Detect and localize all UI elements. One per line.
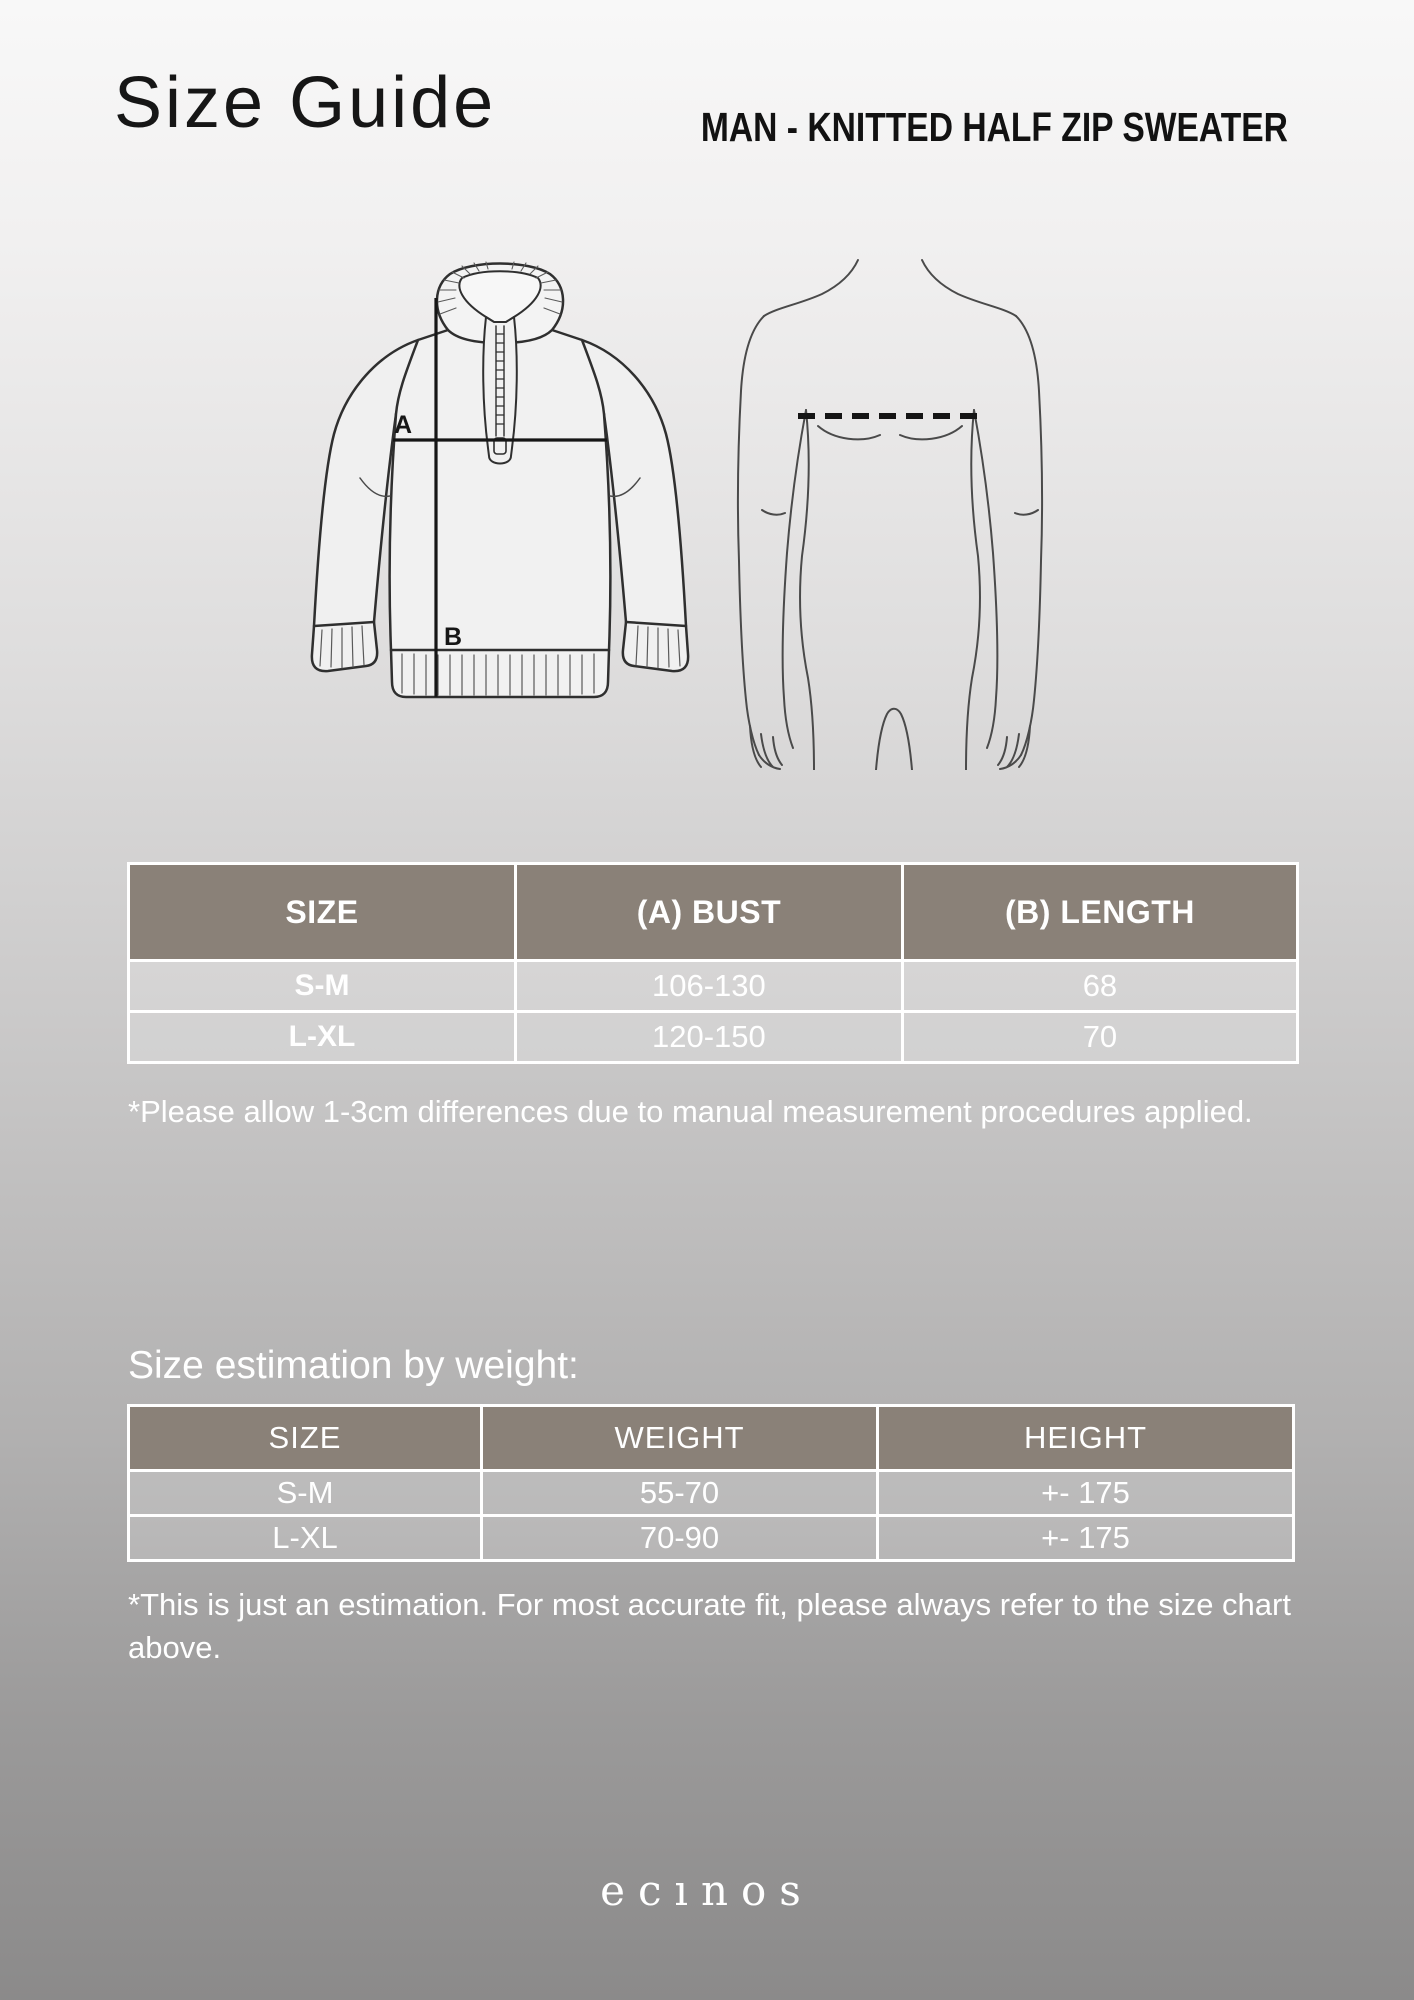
length-cell: 70: [902, 1012, 1297, 1063]
weight-section-heading: Size estimation by weight:: [128, 1344, 579, 1387]
size-cell: S-M: [129, 961, 516, 1012]
size-table-row-sm: [129, 961, 1298, 1012]
bust-cell: 106-130: [515, 961, 902, 1012]
body-illustration: [728, 258, 1072, 770]
height-cell: +- 175: [878, 1471, 1294, 1516]
sweater-illustration: [298, 252, 702, 712]
weight-table-row-lxl: [129, 1516, 1294, 1561]
height-cell: +- 175: [878, 1516, 1294, 1561]
size-table-header-length: (B) LENGTH: [902, 864, 1297, 961]
weight-cell: 55-70: [481, 1471, 877, 1516]
length-cell: 68: [902, 961, 1297, 1012]
sweater-outline: [312, 262, 688, 697]
weight-table-header-size: SIZE: [129, 1406, 482, 1471]
weight-table: [127, 1404, 1295, 1562]
brand-logo: ecınos: [600, 1866, 814, 1915]
weight-table-header-row: [129, 1406, 1294, 1471]
weight-table-row-sm: [129, 1471, 1294, 1516]
size-table: [127, 862, 1299, 1064]
estimation-note: *This is just an estimation. For most accurate fit, please always refer to the size chart above.: [128, 1587, 1291, 1665]
product-name: MAN - KNITTED HALF ZIP SWEATER: [700, 104, 1288, 150]
size-table-header-size: SIZE: [129, 864, 516, 961]
weight-cell: 70-90: [481, 1516, 877, 1561]
measure-label-a: A: [394, 411, 413, 439]
body-outline: [738, 260, 1042, 770]
size-cell: L-XL: [129, 1012, 516, 1063]
weight-table-header-weight: WEIGHT: [481, 1406, 877, 1471]
measurement-note: *Please allow 1-3cm differences due to manual measurement procedures applied.: [128, 1094, 1253, 1129]
size-cell: S-M: [129, 1471, 482, 1516]
weight-table-header-height: HEIGHT: [878, 1406, 1294, 1471]
page-title: Size Guide: [114, 63, 497, 143]
size-table-header-row: [129, 864, 1298, 961]
size-table-row-lxl: [129, 1012, 1298, 1063]
size-cell: L-XL: [129, 1516, 482, 1561]
size-table-header-bust: (A) BUST: [515, 864, 902, 961]
measure-label-b: B: [444, 623, 463, 651]
bust-cell: 120-150: [515, 1012, 902, 1063]
